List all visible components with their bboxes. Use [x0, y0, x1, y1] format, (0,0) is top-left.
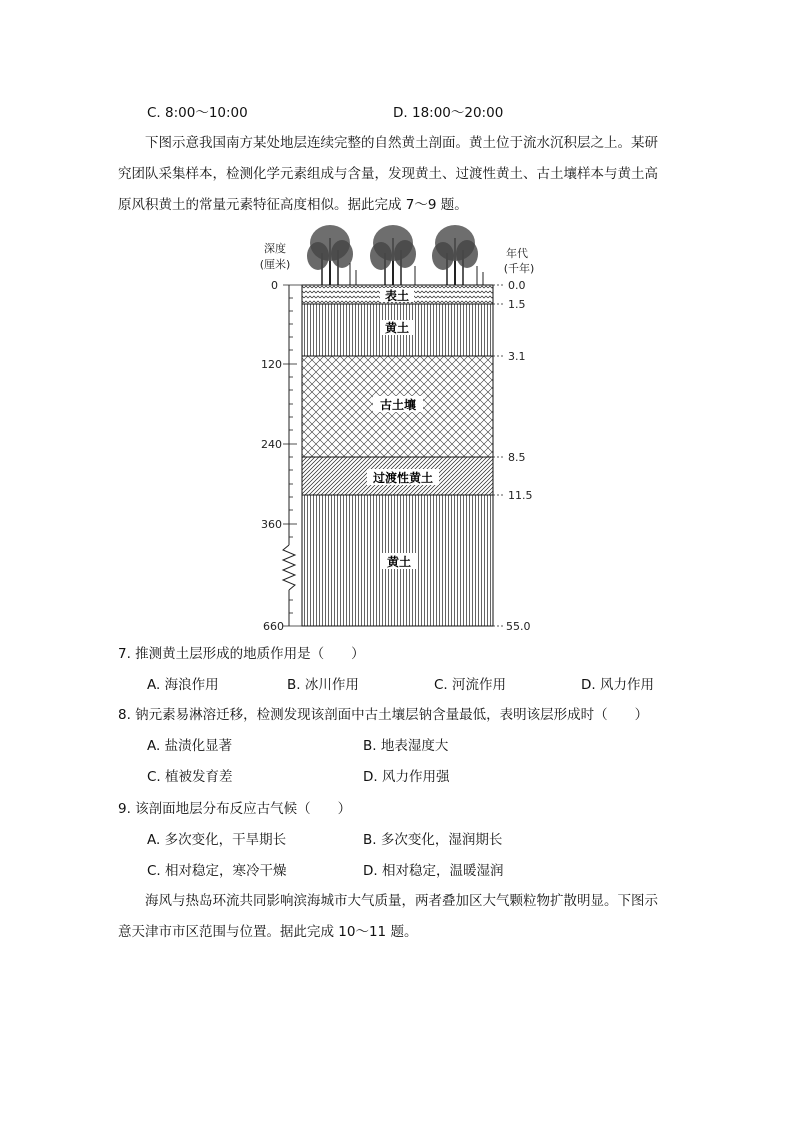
age-tick-11-5: 11.5	[508, 489, 533, 502]
option-c-time: C. 8:00～10:00	[147, 105, 248, 121]
layer-label-paleosol: 古土壤	[379, 398, 417, 412]
outro-line-2: 意天津市市区范围与位置。据此完成 10～11 题。	[118, 924, 418, 940]
question-8-option-b: B. 地表湿度大	[363, 738, 449, 754]
layer-label-transitional-loess: 过渡性黄土	[372, 471, 434, 485]
intro-line-2: 究团队采集样本，检测化学元素组成与含量，发现黄土、过渡性黄土、古土壤样本与黄土高	[118, 166, 658, 182]
depth-axis-title-1: 深度	[264, 242, 286, 255]
age-axis-title-2: (千年)	[503, 262, 535, 275]
depth-tick-660: 660	[263, 620, 284, 633]
question-9-option-d: D. 相对稳定，温暖湿润	[363, 863, 504, 879]
tree-icon	[307, 225, 483, 285]
question-8-option-c: C. 植被发育差	[147, 769, 233, 785]
option-d-time: D. 18:00～20:00	[393, 105, 504, 121]
question-9-stem: 9. 该剖面地层分布反应古气候（ ）	[118, 801, 352, 817]
age-tick-0: 0.0	[508, 279, 526, 292]
question-8-stem: 8. 钠元素易淋溶迁移，检测发现该剖面中古土壤层钠含量最低，表明该层形成时（ ）	[118, 707, 649, 723]
intro-line-3: 原风积黄土的常量元素特征高度相似。据此完成 7～9 题。	[118, 197, 468, 213]
age-tick-1-5: 1.5	[508, 298, 526, 311]
question-7-stem: 7. 推测黄土层形成的地质作用是（ ）	[118, 646, 365, 662]
question-8-option-d: D. 风力作用强	[363, 769, 450, 785]
age-axis-title-1: 年代	[506, 247, 528, 260]
intro-line-1: 下图示意我国南方某处地层连续完整的自然黄土剖面。黄土位于流水沉积层之上。某研	[145, 135, 658, 151]
outro-line-1: 海风与热岛环流共同影响滨海城市大气质量，两者叠加区大气颗粒物扩散明显。下图示	[145, 893, 658, 909]
age-tick-3-1: 3.1	[508, 350, 526, 363]
depth-tick-120: 120	[261, 358, 282, 371]
question-9-option-b: B. 多次变化，湿润期长	[363, 832, 503, 848]
question-7-option-b: B. 冰川作用	[287, 677, 359, 693]
depth-tick-240: 240	[261, 438, 282, 451]
layer-label-topsoil: 表土	[384, 289, 410, 303]
age-axis	[493, 246, 534, 633]
depth-tick-0: 0	[271, 279, 278, 292]
question-7-option-d: D. 风力作用	[581, 677, 654, 693]
depth-tick-360: 360	[261, 518, 282, 531]
layer-label-loess-upper: 黄土	[384, 321, 410, 335]
question-9-option-a: A. 多次变化，干旱期长	[147, 832, 287, 848]
age-tick-55-0: 55.0	[506, 620, 531, 633]
depth-axis	[260, 241, 302, 633]
depth-axis-title-2: (厘米)	[259, 258, 291, 271]
question-8-option-a: A. 盐渍化显著	[147, 738, 233, 754]
layer-label-loess-lower: 黄土	[386, 555, 412, 569]
question-9-option-c: C. 相对稳定，寒冷干燥	[147, 863, 287, 879]
question-7-option-a: A. 海浪作用	[147, 677, 219, 693]
outro-paragraph	[118, 886, 688, 948]
question-7-option-c: C. 河流作用	[434, 677, 507, 693]
age-tick-8-5: 8.5	[508, 451, 526, 464]
